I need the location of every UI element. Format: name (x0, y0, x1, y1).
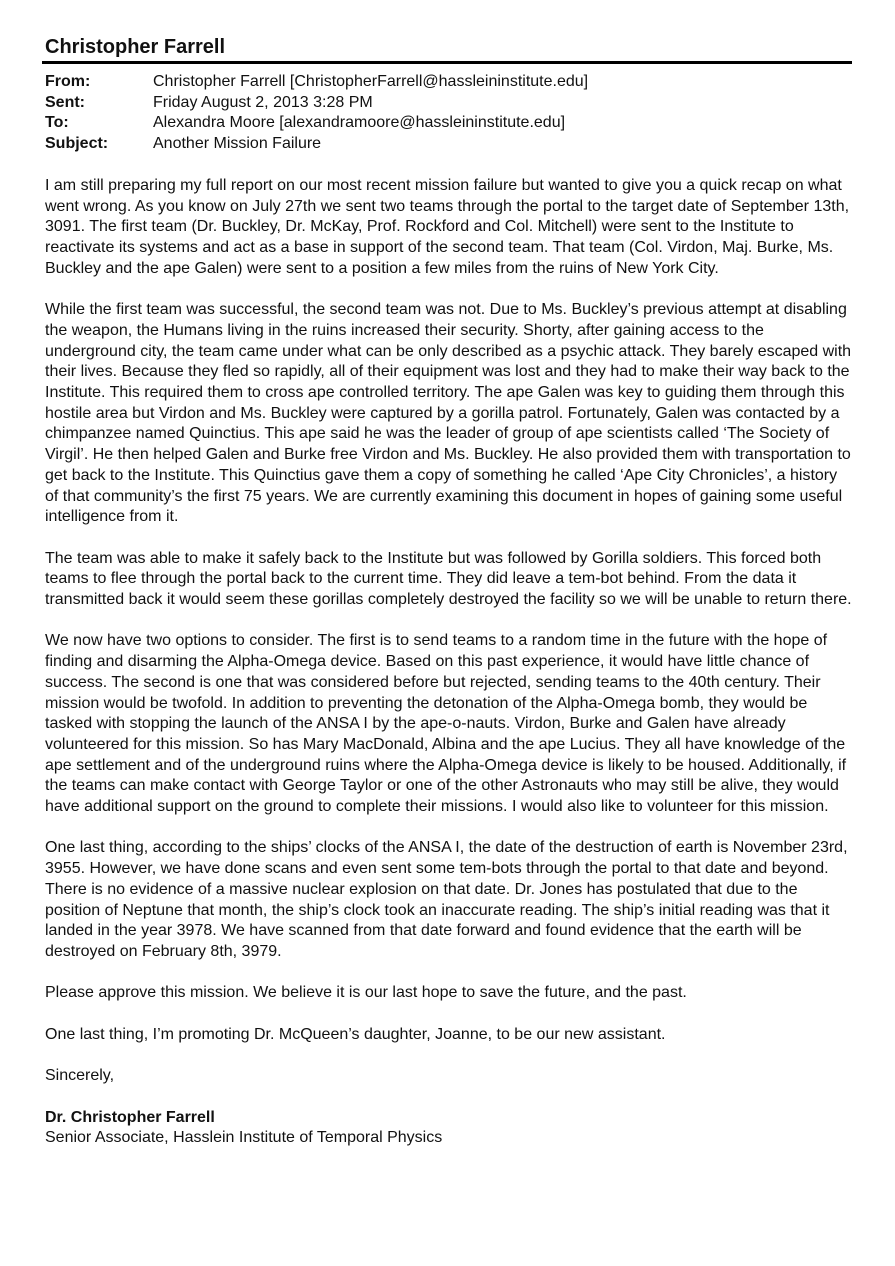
closing-line: Sincerely, (45, 1067, 115, 1085)
email-body (45, 176, 854, 1149)
header-label: Subject: (45, 134, 109, 152)
header-label: Sent: (45, 93, 85, 111)
header-row-from (45, 72, 588, 93)
signature-name: Dr. Christopher Farrell (45, 1108, 215, 1126)
header-label: To: (45, 114, 69, 132)
signature-title: Senior Associate, Hasslein Institute of Temporal Physics (45, 1129, 443, 1147)
header-value: Friday August 2, 2013 3:28 PM (153, 93, 373, 111)
header-value: Christopher Farrell [ChristopherFarrell@hassleininstitute.edu] (153, 73, 589, 90)
header-value: Alexandra Moore [alexandramoore@hassleininstitute.edu] (153, 114, 566, 132)
body-paragraph: Please approve this mission. We believe it is our last hope to save the future, and the past. (45, 984, 687, 1002)
body-paragraph: While the first team was successful, the second team was not. Due to Ms. Buckley’s previous attempt at disabling the weapon, the Humans living in the ruins increased their security. Shorty, after gaining access to the underground city, the team came under what can be only described as a psychic attack. They barely escaped with their lives. Because they fled so rapidly, all of their equipment was lost and they had to make their way back to the Institute. This required them to cross ape controlled territory. The ape Galen was key to guiding them through this hostile area but Virdon and Ms. Buckley were captured by a gorilla patrol. Fortunately, Galen was contacted by a chimpanzee named Quinctius. This ape said he was the leader of group of ape scientists called ‘The Society of Virgil’. He then helped Galen and Burke free Virdon and Ms. Buckley. He also provided them with transportation to get back to the Institute. This Quinctius gave them a copy of something he called ‘Ape City Chronicles’, a history of that community’s the first 75 years. We are currently examining this document in hopes of gaining some useful intelligence from it. (45, 301, 852, 526)
header-row-to (45, 113, 588, 134)
body-paragraph: I am still preparing my full report on our most recent mission failure but wanted to give you a quick recap on what went wrong. As you know on July 27th we sent two teams through the portal to the target date of September 13th, 3091. The first team (Dr. Buckley, Dr. McKay, Prof. Rockford and Col. Mitchell) were sent to the Institute to reactivate its systems and act as a base in support of the second team. That team (Col. Virdon, Maj. Burke, Ms. Buckley and the ape Galen) were sent to a position a few miles from the ruins of New York City. (45, 177, 850, 277)
header-value: Another Mission Failure (153, 134, 322, 152)
sender-heading: Christopher Farrell (45, 36, 226, 58)
heading-divider (42, 61, 852, 64)
body-paragraph: One last thing, according to the ships’ clocks of the ANSA I, the date of the destruction of earth is November 23rd, 3955. However, we have done scans and even sent some tem-bots through the portal to that date and beyond. There is no evidence of a massive nuclear explosion on that date. Dr. Jones has postulated that due to the position of Neptune that month, the ship’s clock took an inaccurate reading. The ship’s initial reading was that it landed in the year 3978. We have scanned from that date forward and found evidence that the earth will be destroyed on February 8th, 3979. (45, 839, 848, 960)
body-paragraph: One last thing, I’m promoting Dr. McQueen’s daughter, Joanne, to be our new assistant. (45, 1025, 666, 1043)
body-paragraph: The team was able to make it safely back to the Institute but was followed by Gorilla soldiers. This forced both teams to flee through the portal back to the current time. They did leave a tem-bot behind. From the data it transmitted back it would seem these gorillas completely destroyed the facility so we will be unable to return there. (45, 549, 852, 609)
body-paragraph: We now have two options to consider. The first is to send teams to a random time in the future with the hope of finding and disarming the Alpha-Omega device. Based on this past experience, it would have little chance of success. The second is one that was considered before but rejected, sending teams to the 40th century. Their mission would be twofold. In addition to preventing the detonation of the Alpha-Omega bomb, they would be tasked with stopping the launch of the ANSA I by the ape-o-nauts. Virdon, Burke and Galen have already volunteered for this mission. So has Mary MacDonald, Albina and the ape Lucius. They all have knowledge of the ape settlement and of the underground ruins where the Alpha-Omega device is likely to be housed. Additionally, if the teams can make contact with George Taylor or one of the other Astronauts who may still be alive, they would have additional support on the ground to complete their missions. I would also like to volunteer for this mission. (45, 632, 847, 816)
header-row-sent (45, 93, 588, 114)
header-label: From: (45, 73, 91, 90)
email-header-block (45, 72, 588, 154)
header-row-subject (45, 134, 588, 155)
